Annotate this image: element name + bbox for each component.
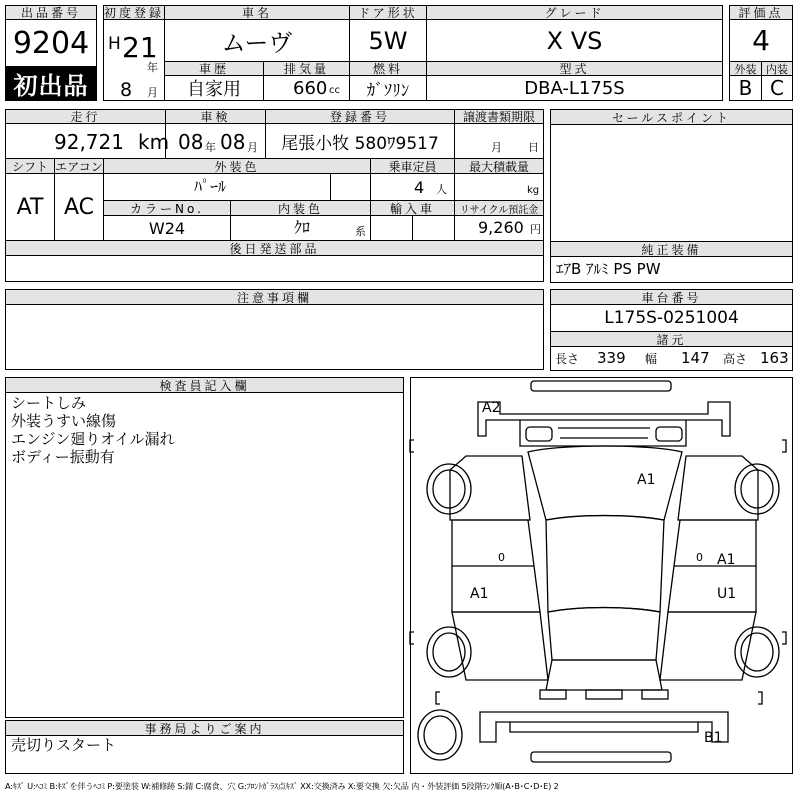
length: 339 xyxy=(597,349,626,367)
import-label: 輸入車 xyxy=(370,200,455,216)
taillight-right xyxy=(642,690,668,699)
roof xyxy=(546,516,664,613)
rear-bumper xyxy=(480,712,728,742)
damage-mark-b1: B1 xyxy=(704,730,723,746)
transfer-label: 譲渡書類期限 xyxy=(454,109,544,124)
headlight-right xyxy=(656,427,682,441)
inspection-month-unit: 月 xyxy=(247,141,258,154)
fuel: ｶﾞｿﾘﾝ xyxy=(366,80,410,101)
max-load-label: 最大積載量 xyxy=(454,158,544,174)
mileage-label: 走行 xyxy=(5,109,166,124)
color-no-label: カラーNo. xyxy=(103,200,231,216)
recycle-fee: 9,260 xyxy=(478,218,524,237)
notes-label: 注意事項欄 xyxy=(5,289,544,305)
rear-window xyxy=(548,608,660,661)
office-text: 売切りスタート xyxy=(11,736,117,754)
first-reg-label: 初度登録 xyxy=(104,6,165,20)
transfer-month-unit: 月 xyxy=(491,141,502,154)
displacement: 660 xyxy=(293,78,328,99)
hood-front xyxy=(520,420,686,446)
door-handle-right: 0 xyxy=(696,551,703,564)
lot-no: 9204 xyxy=(12,25,90,61)
chassis-label: 車台番号 xyxy=(550,289,793,305)
plate-label: 登録番号 xyxy=(265,109,455,124)
left-front-fender xyxy=(450,456,530,520)
int-color-unit: 系 xyxy=(355,225,366,238)
max-load-unit: kg xyxy=(527,185,540,196)
first-reg-year-unit: 年 xyxy=(147,61,158,74)
later-parts-label: 後日発送部品 xyxy=(5,240,544,256)
equipment: ｴｱB ｱﾙﾐ PS PW xyxy=(556,260,661,278)
air-conditioner: AC xyxy=(63,194,95,220)
office-label: 事務局よりご案内 xyxy=(5,720,404,736)
door-type: 5W xyxy=(368,26,408,55)
car-name: ムーヴ xyxy=(221,29,293,57)
exterior-grade: B xyxy=(738,76,753,100)
rear-bumper-bottom xyxy=(531,752,671,762)
inspector-line: シートしみ xyxy=(11,394,87,412)
interior-grade: C xyxy=(770,76,784,100)
taillight-left xyxy=(540,690,566,699)
door-handle-left: 0 xyxy=(498,551,505,564)
capacity: 4 xyxy=(414,178,425,197)
displacement-label: 排気量 xyxy=(263,61,350,76)
damage-mark-a1-right-front: A1 xyxy=(717,552,736,568)
first-reg-month: 8 xyxy=(120,79,133,101)
damage-mark-u1: U1 xyxy=(717,586,737,602)
model-code: DBA-L175S xyxy=(524,77,625,99)
int-color: ｸﾛ xyxy=(294,218,311,237)
damage-mark-a1-left-rear: A1 xyxy=(470,586,489,602)
recycle-unit: 円 xyxy=(530,223,541,236)
equipment-label: 純正装備 xyxy=(550,241,793,257)
car-name-label: 車名 xyxy=(164,5,350,20)
capacity-label: 乗車定員 xyxy=(370,158,455,174)
mileage-unit: km xyxy=(138,130,170,154)
height-label: 高さ xyxy=(723,352,748,366)
inspector-line: ボディー振動有 xyxy=(11,448,115,466)
history-label: 車歴 xyxy=(164,61,264,76)
inspector-line: エンジン廻りオイル漏れ xyxy=(11,430,175,448)
score-label: 評価点 xyxy=(729,5,793,20)
hood xyxy=(528,446,682,520)
interior-label: 内装 xyxy=(761,61,793,76)
ext-color-label: 外装色 xyxy=(103,158,371,174)
inspection-month: 08 xyxy=(220,130,246,154)
front-bumper xyxy=(478,402,730,436)
capacity-unit: 人 xyxy=(436,183,447,196)
displacement-unit: cc xyxy=(329,85,340,96)
first-reg-year: 21 xyxy=(122,31,158,64)
damage-mark-a1-roof: A1 xyxy=(637,472,656,488)
specs-label: 諸元 xyxy=(550,331,793,347)
inspector-label: 検査員記入欄 xyxy=(5,377,404,393)
rear-hatch xyxy=(546,660,662,690)
plate-number: 尾張小牧 580ﾜ9517 xyxy=(281,133,439,154)
lot-no-label: 出品番号 xyxy=(5,5,97,20)
front-bumper-top xyxy=(531,381,671,391)
first-reg-era: H xyxy=(108,34,121,54)
int-color-label: 内装色 xyxy=(230,200,371,216)
inspection-label: 車検 xyxy=(165,109,266,124)
grade: X VS xyxy=(546,26,603,55)
score: 4 xyxy=(752,24,770,57)
ext-color: ﾊﾟｰﾙ xyxy=(194,177,227,196)
chassis-number: L175S-0251004 xyxy=(604,308,739,328)
ac-label: エアコン xyxy=(55,159,103,174)
legend: A:ｷｽﾞ U:ﾍｺﾐ B:ｷｽﾞを伴うﾍｺﾐ P:要塗装 W:補修跡 S:錆 C:腐食、穴 G:ﾌﾛﾝﾄｶﾞﾗｽ点ｷｽﾞ XX:交換済み X:要交換 欠:欠品 内・外装評価 5段階ﾗﾝｸ順(A･B･C･D･E) 2 xyxy=(5,781,559,791)
inspection-year: 08 xyxy=(178,130,204,154)
door-label: ドア形状 xyxy=(349,5,427,20)
shift: AT xyxy=(16,194,44,220)
recycle-label: リサイクル預託金 xyxy=(454,200,544,216)
headlight-left xyxy=(526,427,552,441)
history: 自家用 xyxy=(187,79,241,100)
first-reg-month-unit: 月 xyxy=(147,86,158,99)
length-label: 長さ xyxy=(555,352,580,366)
first-listing-label: 初出品 xyxy=(13,72,89,100)
height: 163 xyxy=(760,349,789,367)
damage-mark-a2: A2 xyxy=(482,400,501,416)
sales-point-label: セールスポイント xyxy=(550,109,793,125)
color-no: W24 xyxy=(148,218,186,238)
exterior-label: 外装 xyxy=(729,61,762,76)
fuel-label: 燃料 xyxy=(349,61,427,76)
inspector-line: 外装うすい線傷 xyxy=(11,412,117,430)
inspection-year-unit: 年 xyxy=(205,141,216,154)
mileage: 92,721 xyxy=(54,130,124,154)
width: 147 xyxy=(681,349,710,367)
transfer-day-unit: 日 xyxy=(528,141,539,154)
shift-label: シフト xyxy=(5,158,55,174)
model-label: 型式 xyxy=(426,61,723,76)
left-rear-door xyxy=(452,612,548,680)
grade-label: グレード xyxy=(426,5,723,20)
width-label: 幅 xyxy=(645,352,658,366)
